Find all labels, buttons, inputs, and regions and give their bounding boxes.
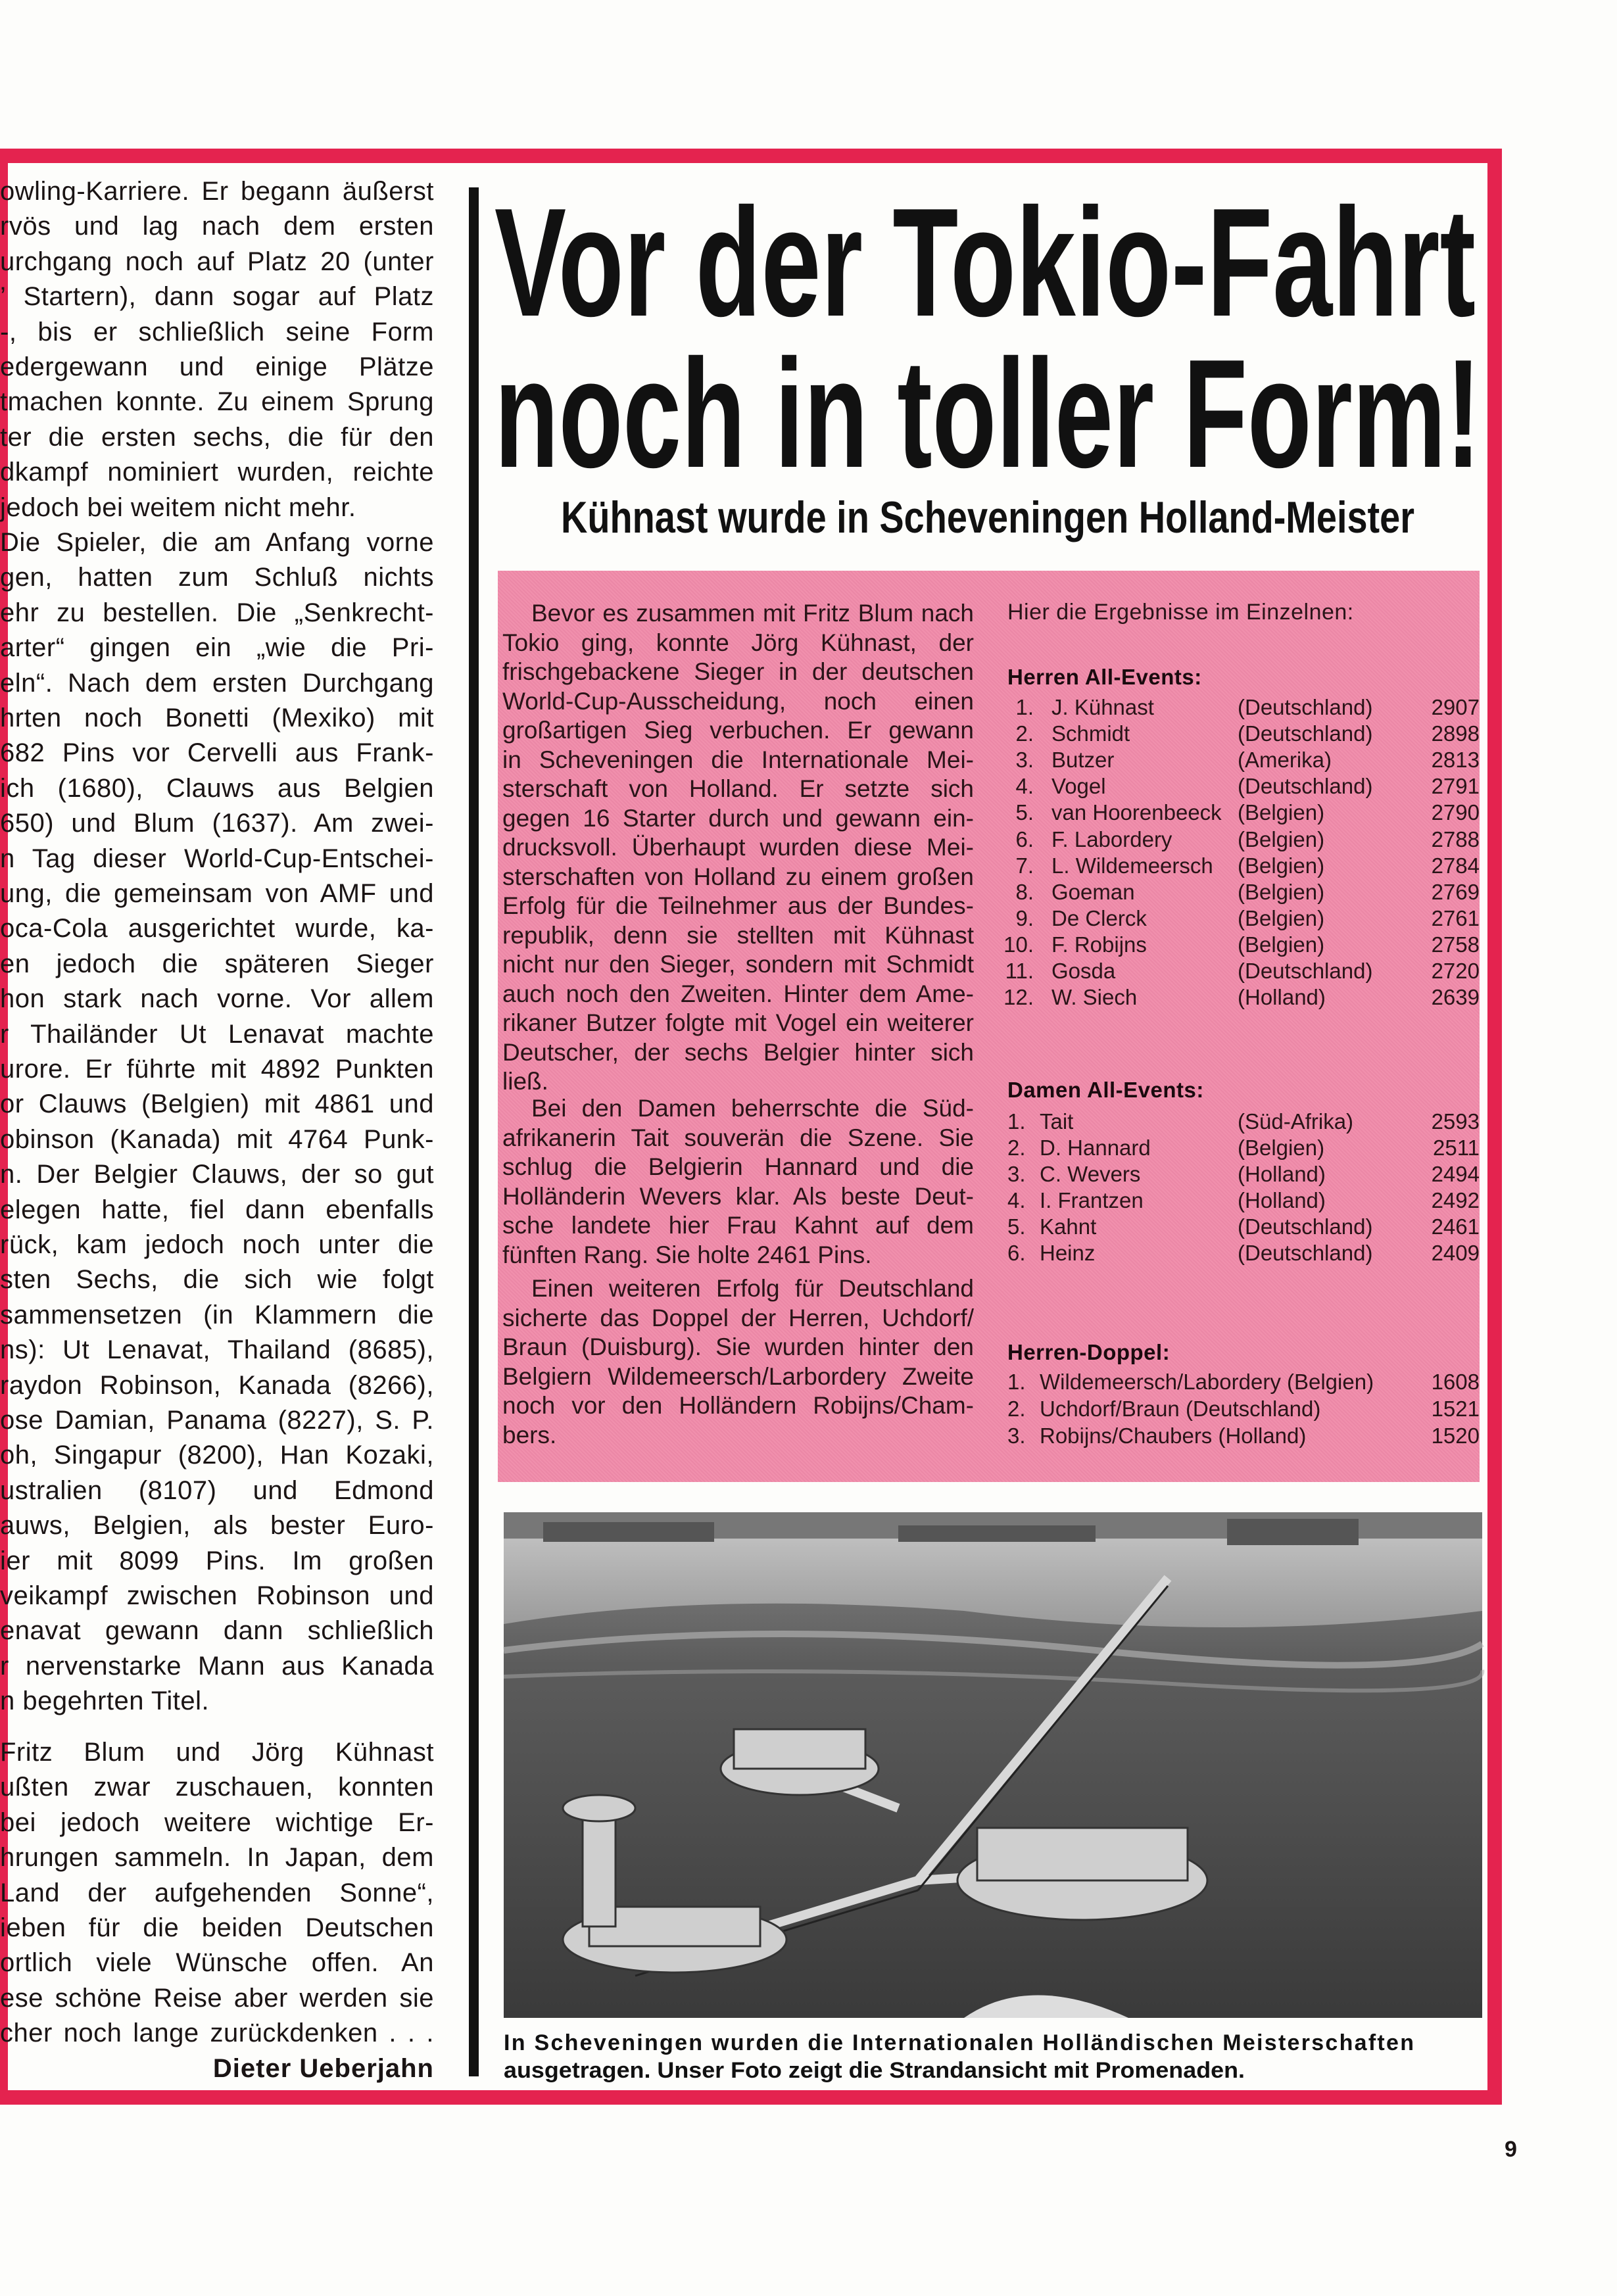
player-name: F. Robijns <box>1051 932 1147 957</box>
text-line: r nervenstarke Mann aus Kanada <box>0 1651 434 1681</box>
text-line: elegen hatte, fiel dann ebenfalls <box>0 1195 434 1224</box>
text-line: hon stark nach vorne. Vor allem <box>0 984 434 1014</box>
text-line: ließ. <box>502 1068 548 1095</box>
player-name: Uchdorf/Braun (Deutschland) <box>1040 1397 1321 1421</box>
rank: 2. <box>1007 1397 1026 1421</box>
text-line: Die Spieler, die am Anfang vorne <box>0 528 434 557</box>
country: (Belgien) <box>1238 826 1325 851</box>
country: (Belgien) <box>1238 800 1325 825</box>
text-line: edergewann und einige Plätze <box>0 352 434 381</box>
rank: 12. <box>1003 985 1034 1010</box>
text-line: ung, die gemeinsam von AMF und <box>0 879 434 908</box>
text-line: oca-Cola ausgerichtet wurde, ka- <box>0 914 434 944</box>
player-name: L. Wildemeersch <box>1051 853 1213 878</box>
text-line: auch noch den Zweiten. Hinter dem Ame- <box>502 980 974 1007</box>
score: 2511 <box>1433 1136 1480 1160</box>
score: 2492 <box>1431 1188 1480 1212</box>
score: 2907 <box>1431 695 1480 719</box>
score: 2791 <box>1431 774 1480 799</box>
results-heading-damen: Damen All-Events: <box>1007 1078 1204 1102</box>
text-line: rikaner Butzer folgte mit Vogel ein weiterer <box>502 1009 974 1036</box>
headline-line-2: noch in toller Form! <box>495 327 1481 500</box>
rank: 1. <box>1015 695 1034 719</box>
text-line: ich (1680), Clauws aus Belgien <box>0 773 434 803</box>
score: 2769 <box>1431 879 1480 904</box>
player-name: Vogel <box>1051 774 1106 799</box>
text-line: raydon Robinson, Kanada (8266), <box>0 1370 434 1400</box>
rank: 2. <box>1007 1136 1026 1160</box>
text-line: Bevor es zusammen mit Fritz Blum nach <box>531 600 974 627</box>
text-line: ier mit 8099 Pins. Im großen <box>0 1546 434 1575</box>
text-line: noch vor den Holländern Robijns/Cham- <box>502 1392 974 1419</box>
text-line: owling-Karriere. Er begann äußerst <box>0 177 434 206</box>
country: (Holland) <box>1238 1162 1326 1186</box>
text-line: schlug die Belgierin Hannard und die <box>502 1153 974 1180</box>
text-line: Tokio ging, konnte Jörg Kühnast, der <box>502 629 974 656</box>
player-name: Gosda <box>1051 959 1116 983</box>
score: 2813 <box>1431 748 1480 773</box>
text-line: cher noch lange zurückdenken . . . <box>0 2019 434 2048</box>
score: 2790 <box>1431 800 1480 825</box>
text-line: urore. Er führte mit 4892 Punkten <box>0 1055 434 1084</box>
text-line: veikampf zwischen Robinson und <box>0 1581 434 1610</box>
score: 2758 <box>1431 932 1480 957</box>
headline <box>493 176 1486 579</box>
text-line: sten Sechs, die sich wie folgt <box>0 1265 434 1295</box>
rank: 11. <box>1005 959 1034 983</box>
text-line: n. Der Belgier Clauws, der so gut <box>0 1160 434 1189</box>
country: (Deutschland) <box>1238 721 1373 746</box>
text-line: rvös und lag nach dem ersten <box>0 212 434 241</box>
text-line: bers. <box>502 1421 557 1448</box>
text-line: Land der aufgehenden Sonne“, <box>0 1878 434 1907</box>
rank: 6. <box>1007 1241 1026 1265</box>
text-line: Deutscher, der sechs Belgier hinter sich <box>502 1038 974 1066</box>
score: 2639 <box>1431 985 1480 1010</box>
rank: 5. <box>1015 800 1034 825</box>
rank: 3. <box>1007 1423 1026 1448</box>
caption-line-1: In Scheveningen wurden die Internationalen Holländischen Meisterschaften <box>504 2030 1414 2055</box>
country: (Belgien) <box>1238 932 1325 957</box>
text-line: Bei den Damen beherrschte die Süd- <box>531 1095 974 1122</box>
player-name: Kahnt <box>1040 1214 1097 1239</box>
rank: 2. <box>1015 721 1034 746</box>
text-line: or Clauws (Belgien) mit 4861 und <box>0 1089 434 1119</box>
photo-caption <box>502 2025 1489 2091</box>
text-line: ortlich viele Wünsche offen. An <box>0 1948 434 1978</box>
text-line: hrungen sammeln. In Japan, dem <box>0 1843 434 1873</box>
score: 1521 <box>1431 1397 1480 1421</box>
rank: 7. <box>1015 853 1034 878</box>
text-line: auws, Belgien, als bester Euro- <box>0 1511 434 1541</box>
rank: 8. <box>1015 879 1034 904</box>
text-line: 682 Pins vor Cervelli aus Frank- <box>0 738 434 768</box>
text-line: ußten zwar zuschauen, konnten <box>0 1773 434 1802</box>
text-line: ustralien (8107) und Edmond <box>0 1475 434 1505</box>
player-name: C. Wevers <box>1040 1162 1141 1186</box>
rank: 9. <box>1015 905 1034 930</box>
text-line: oh, Singapur (8200), Han Kozaki, <box>0 1441 434 1470</box>
text-line: republik, denn sie stellten mit Kühnast <box>502 921 974 949</box>
page-number: 9 <box>1505 2137 1517 2162</box>
text-line: n begehrten Titel. <box>0 1686 210 1716</box>
country: (Deutschland) <box>1238 959 1373 983</box>
country: (Deutschland) <box>1238 695 1373 719</box>
text-line: sche landete hier Frau Kahnt auf dem <box>502 1212 974 1239</box>
player-name: Butzer <box>1051 748 1115 773</box>
headline-line-1: Vor der Tokio-Fahrt <box>495 176 1476 348</box>
player-name: I. Frantzen <box>1040 1188 1144 1212</box>
score: 2788 <box>1431 826 1480 851</box>
rank: 3. <box>1015 748 1034 773</box>
results-heading-herren: Herren All-Events: <box>1007 665 1202 689</box>
text-line: 650) und Blum (1637). Am zwei- <box>0 809 434 838</box>
text-line: afrikanerin Tait souverän die Szene. Sie <box>502 1124 974 1151</box>
player-name: Wildemeersch/Labordery (Belgien) <box>1040 1370 1374 1394</box>
text-line: ehr zu bestellen. Die „Senkrecht- <box>0 598 434 627</box>
player-name: W. Siech <box>1051 985 1138 1010</box>
text-line: eln“. Nach dem ersten Durchgang <box>0 668 434 698</box>
text-line: Braun (Duisburg). Sie wurden hinter den <box>502 1333 974 1360</box>
text-line: frischgebackene Sieger in der deutschen <box>502 658 974 685</box>
country: (Holland) <box>1238 985 1326 1010</box>
text-line: ose Damian, Panama (8227), S. P. <box>0 1406 434 1435</box>
text-line: Erfolg für die Teilnehmer aus der Bundes- <box>502 892 974 919</box>
country: (Belgien) <box>1238 879 1325 904</box>
country: (Amerika) <box>1238 748 1332 773</box>
text-line: enavat gewann dann schließlich <box>0 1616 434 1646</box>
text-line: sterschaften von Holland zu einem großen <box>502 863 974 890</box>
country: (Süd-Afrika) <box>1238 1109 1354 1134</box>
score: 2494 <box>1431 1162 1480 1186</box>
text-line: Einen weiteren Erfolg für Deutschland <box>531 1275 974 1302</box>
text-line: sammensetzen (in Klammern die <box>0 1300 434 1329</box>
text-line: n Tag dieser World-Cup-Entschei- <box>0 844 434 873</box>
text-line: dkampf nominiert wurden, reichte <box>0 458 434 487</box>
text-line: obinson (Kanada) mit 4764 Punk- <box>0 1124 434 1154</box>
text-line: ter die ersten sechs, die für den <box>0 422 434 452</box>
rank: 4. <box>1007 1188 1026 1212</box>
text-line: -, bis er schließlich seine Form <box>0 317 434 347</box>
text-line: r Thailänder Ut Lenavat machte <box>0 1019 434 1049</box>
country: (Deutschland) <box>1238 774 1373 799</box>
score: 2898 <box>1431 721 1480 746</box>
player-name: J. Kühnast <box>1051 695 1154 719</box>
player-name: D. Hannard <box>1040 1136 1151 1160</box>
text-line: en jedoch die späteren Sieger <box>0 949 434 978</box>
player-name: F. Labordery <box>1051 826 1172 851</box>
country: (Belgien) <box>1238 905 1325 930</box>
player-name: Schmidt <box>1051 721 1130 746</box>
text-line: jedoch bei weitem nicht mehr. <box>0 492 356 522</box>
player-name: Tait <box>1040 1109 1074 1134</box>
country: (Deutschland) <box>1238 1214 1373 1239</box>
text-line: Belgiern Wildemeersch/Larbordery Zweite <box>502 1362 974 1390</box>
text-line: fünften Rang. Sie holte 2461 Pins. <box>502 1241 872 1268</box>
rank: 5. <box>1007 1214 1026 1239</box>
player-name: van Hoorenbeeck <box>1051 800 1222 825</box>
text-line: nicht nur den Sieger, sondern mit Schmidt <box>502 951 974 978</box>
results-intro: Hier die Ergebnisse im Einzelnen: <box>1007 600 1354 625</box>
text-line: ieben für die beiden Deutschen <box>0 1913 434 1942</box>
player-name: Goeman <box>1051 879 1135 904</box>
text-line: ns): Ut Lenavat, Thailand (8685), <box>0 1335 434 1365</box>
rank: 10. <box>1003 932 1034 957</box>
rank: 1. <box>1007 1370 1026 1394</box>
score: 2784 <box>1431 853 1480 878</box>
score: 2593 <box>1431 1109 1480 1134</box>
text-line: ese schöne Reise aber werden sie <box>0 1983 434 2013</box>
text-line: tmachen konnte. Zu einem Sprung <box>0 387 434 417</box>
text-line: drucksvoll. Überhaupt wurden diese Mei- <box>502 834 974 861</box>
score: 2409 <box>1431 1241 1480 1265</box>
rank: 3. <box>1007 1162 1026 1186</box>
player-name: Heinz <box>1040 1241 1096 1265</box>
text-line: in Scheveningen die Internationale Mei- <box>502 746 974 773</box>
subtitle: Kühnast wurde in Scheveningen Holland-Meister <box>561 492 1414 542</box>
country: (Belgien) <box>1238 853 1325 878</box>
text-line: bei jedoch weitere wichtige Er- <box>0 1807 434 1837</box>
country: (Belgien) <box>1238 1136 1325 1160</box>
author-byline: Dieter Ueberjahn <box>212 2054 434 2083</box>
country: (Deutschland) <box>1238 1241 1373 1265</box>
score: 1608 <box>1431 1370 1480 1394</box>
score: 2461 <box>1431 1214 1480 1239</box>
text-line: gen, hatten zum Schluß nichts <box>0 563 434 592</box>
rank: 4. <box>1015 774 1034 799</box>
text-line: gegen 16 Starter durch und gewann ein- <box>502 804 974 832</box>
text-line: rück, kam jedoch noch unter die <box>0 1230 434 1259</box>
text-line: arter“ gingen ein „wie die Pri- <box>0 633 434 663</box>
player-name: De Clerck <box>1051 905 1147 930</box>
country: (Holland) <box>1238 1188 1326 1212</box>
text-line: Holländerin Wevers klar. Als beste Deut- <box>502 1182 974 1210</box>
text-line: ’ Startern), dann sogar auf Platz <box>0 282 434 312</box>
text-line: urchgang noch auf Platz 20 (unter <box>0 247 434 276</box>
text-line: Fritz Blum und Jörg Kühnast <box>0 1738 434 1767</box>
text-line: hrten noch Bonetti (Mexiko) mit <box>0 704 434 732</box>
text-line: World-Cup-Ausscheidung, noch einen <box>502 687 974 715</box>
caption-line-2: ausgetragen. Unser Foto zeigt die Strandansicht mit Promenaden. <box>504 2058 1245 2083</box>
score: 2720 <box>1431 959 1480 983</box>
beach-pier-photo <box>504 1512 1482 2018</box>
results-heading-doppel: Herren-Doppel: <box>1007 1340 1171 1364</box>
text-line: großartigen Sieg verbuchen. Er gewann <box>502 717 974 744</box>
score: 1520 <box>1431 1423 1480 1448</box>
rank: 1. <box>1007 1109 1026 1134</box>
rank: 6. <box>1015 826 1034 851</box>
text-line: sicherte das Doppel der Herren, Uchdorf/ <box>502 1304 974 1331</box>
text-line: sterschaft von Holland. Er setzte sich <box>502 775 974 802</box>
score: 2761 <box>1431 905 1480 930</box>
column-divider-bar <box>469 187 479 2076</box>
player-name: Robijns/Chaubers (Holland) <box>1040 1423 1307 1448</box>
